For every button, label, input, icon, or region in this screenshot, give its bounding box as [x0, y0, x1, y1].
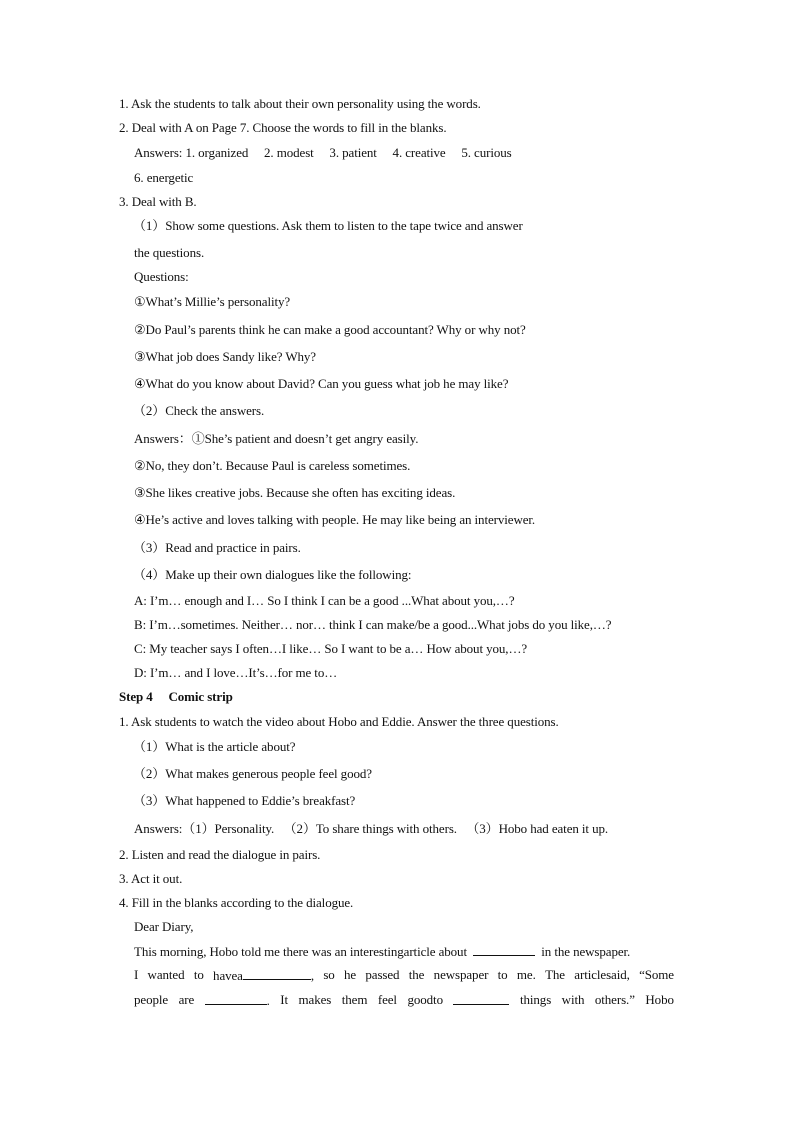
answer-2: ②No, they don’t. Because Paul is careless sometimes. [134, 458, 411, 473]
sub-step-3: （3）Read and practice in pairs. [133, 540, 301, 555]
step4-answers: Answers:（1）Personality. （2）To share things with others. （3）Hobo had eaten it up. [134, 821, 609, 836]
diary-line-1 [134, 943, 630, 960]
sub-step-2: （2）Check the answers. [133, 403, 265, 418]
instruction-1: 1. Ask the students to talk about their own personality using the words. [119, 96, 481, 111]
diary-greeting: Dear Diary, [134, 919, 194, 934]
diary-word: passed [365, 967, 400, 982]
answers-a-cont: 6. energetic [134, 170, 194, 185]
sub-step-1: （1）Show some questions. Ask them to listen to the tape twice and answer [133, 218, 523, 233]
step-4-heading: Step 4 Comic strip [119, 689, 233, 704]
diary-word-with-blank [205, 992, 270, 1009]
step4-instruction-1: 1. Ask students to watch the video about Hobo and Eddie. Answer the three questions. [119, 714, 559, 729]
question-3: ③What job does Sandy like? Why? [134, 349, 316, 364]
diary-line-2 [134, 967, 674, 984]
dialogue-b: B: I’m…sometimes. Neither… nor… think I can make/be a good...What jobs do you like,…? [134, 617, 612, 632]
diary-word: are [178, 992, 195, 1007]
diary-word: to [497, 967, 508, 982]
instruction-3: 3. Deal with B. [119, 194, 197, 209]
question-1: ①What’s Millie’s personality? [134, 294, 291, 309]
dialogue-a: A: I’m… enough and I… So I think I can be a good ...What about you,…? [134, 593, 515, 608]
diary-word: I [134, 967, 139, 982]
diary-word: Hobo [645, 992, 674, 1007]
diary-word: feel [377, 992, 397, 1007]
diary-word: with [561, 992, 585, 1007]
diary-word: me. [516, 967, 536, 982]
answer-3: ③She likes creative jobs. Because she often has exciting ideas. [134, 485, 456, 500]
diary-word: goodto [407, 992, 443, 1007]
diary-word: wanted [147, 967, 185, 982]
fill-blank-1[interactable] [473, 943, 535, 956]
diary-word: them [341, 992, 368, 1007]
diary-word: The [545, 967, 565, 982]
step4-question-1: （1）What is the article about? [133, 739, 296, 754]
diary-word: he [344, 967, 357, 982]
diary-word: to [193, 967, 204, 982]
diary-word: things [519, 992, 552, 1007]
diary-word: It [280, 992, 289, 1007]
sub-step-1-cont: the questions. [134, 245, 205, 260]
questions-heading: Questions: [134, 269, 189, 284]
question-2: ②Do Paul’s parents think he can make a good accountant? Why or why not? [134, 322, 526, 337]
diary-word-with-blank [213, 967, 314, 984]
sub-step-4: （4）Make up their own dialogues like the following: [133, 567, 412, 582]
dialogue-d: D: I’m… and I love…It’s…for me to… [134, 665, 338, 680]
diary-word: the [408, 967, 425, 982]
instruction-2: 2. Deal with A on Page 7. Choose the words to fill in the blanks. [119, 120, 447, 135]
diary-word: . [266, 993, 270, 1008]
diary-word: makes [298, 992, 332, 1007]
diary-word: newspaper [433, 967, 489, 982]
diary-word: “Some [639, 967, 674, 982]
diary-word: articlesaid, [574, 967, 630, 982]
diary-word: others.” [594, 992, 635, 1007]
step4-instruction-2: 2. Listen and read the dialogue in pairs. [119, 847, 321, 862]
diary-text: This morning, Hobo told me there was an interestingarticle about [134, 944, 467, 959]
step4-instruction-3: 3. Act it out. [119, 871, 183, 886]
diary-text: in the newspaper. [541, 944, 631, 959]
fill-blank-4[interactable] [453, 992, 509, 1005]
fill-blank-2[interactable] [243, 967, 311, 980]
step4-question-3: （3）What happened to Eddie’s breakfast? [133, 793, 356, 808]
diary-line-3 [134, 992, 674, 1009]
question-4: ④What do you know about David? Can you guess what job he may like? [134, 376, 509, 391]
answer-4: ④He’s active and loves talking with people. He may like being an interviewer. [134, 512, 536, 527]
dialogue-c: C: My teacher says I often…I like… So I want to be a… How about you,…? [134, 641, 528, 656]
diary-word: , [310, 968, 315, 983]
diary-word: people [134, 992, 169, 1007]
answer-1: Answers：①She’s patient and doesn’t get angry easily. [134, 431, 419, 446]
diary-word: havea [213, 968, 243, 983]
answers-a: Answers: 1. organized 2. modest 3. patient 4. creative 5. curious [134, 145, 512, 160]
step4-instruction-4: 4. Fill in the blanks according to the dialogue. [119, 895, 354, 910]
fill-blank-3[interactable] [205, 992, 267, 1005]
step4-question-2: （2）What makes generous people feel good? [133, 766, 372, 781]
diary-word: so [323, 967, 335, 982]
